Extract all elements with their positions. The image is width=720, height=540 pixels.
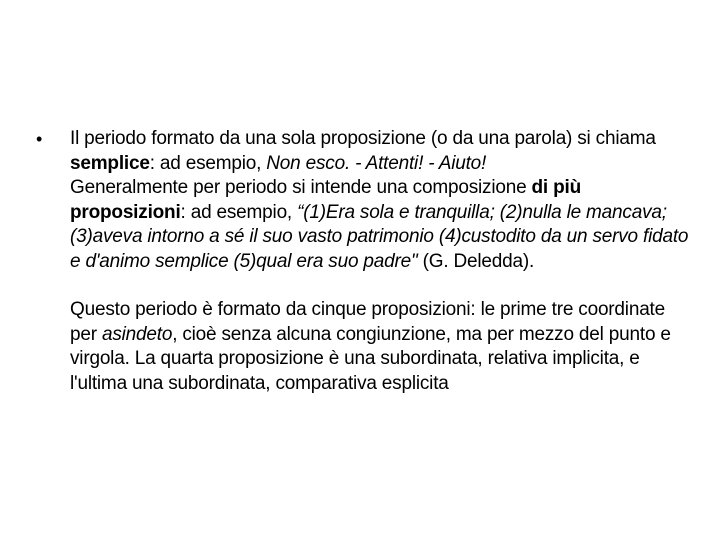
p1-text-1: Il periodo formato da una sola proposizione (o da una parola) si chiama [70,128,656,149]
paragraph-spacer [70,274,696,298]
p2-text-2: : ad esempio, [180,201,298,223]
p2-citation: (G. Deledda). [417,250,535,272]
slide-content [36,127,696,396]
p3-text-1: Questo periodo è formato da cinque proposizioni: le prime tre coordinate per [70,299,666,345]
paragraph-simple-period [70,127,696,176]
p3-term-asindeto: asindeto [101,323,173,345]
p1-text-2: : ad esempio, [149,152,267,174]
p3-text-2: , cioè senza alcuna congiunzione, ma per mezzo del punto e virgola. La quarta proposizione è una subordinata, relativa implicita, e l'ultima una subordinata, comparativa esplicita [70,323,671,394]
p2-term-piu-proposizioni: di più proposizioni [70,177,581,223]
paragraph-compound-period [70,176,696,274]
bullet-item [36,127,696,396]
bullet-symbol: • [36,129,43,149]
p1-term-semplice: semplice [70,152,150,174]
bullet-text [70,127,696,396]
p1-example: Non esco. - Attenti! - Aiuto! [266,152,487,174]
p2-example-quote: “(1)Era sola e tranquilla; (2)nulla le mancava; (3)aveva intorno a sé il suo vasto patrimonio (4)custodito da un servo fidato e d'animo semplice (5)qual era suo padre" [70,201,689,272]
paragraph-analysis [70,298,696,396]
p2-text-1: Generalmente per periodo si intende una composizione [70,177,532,198]
